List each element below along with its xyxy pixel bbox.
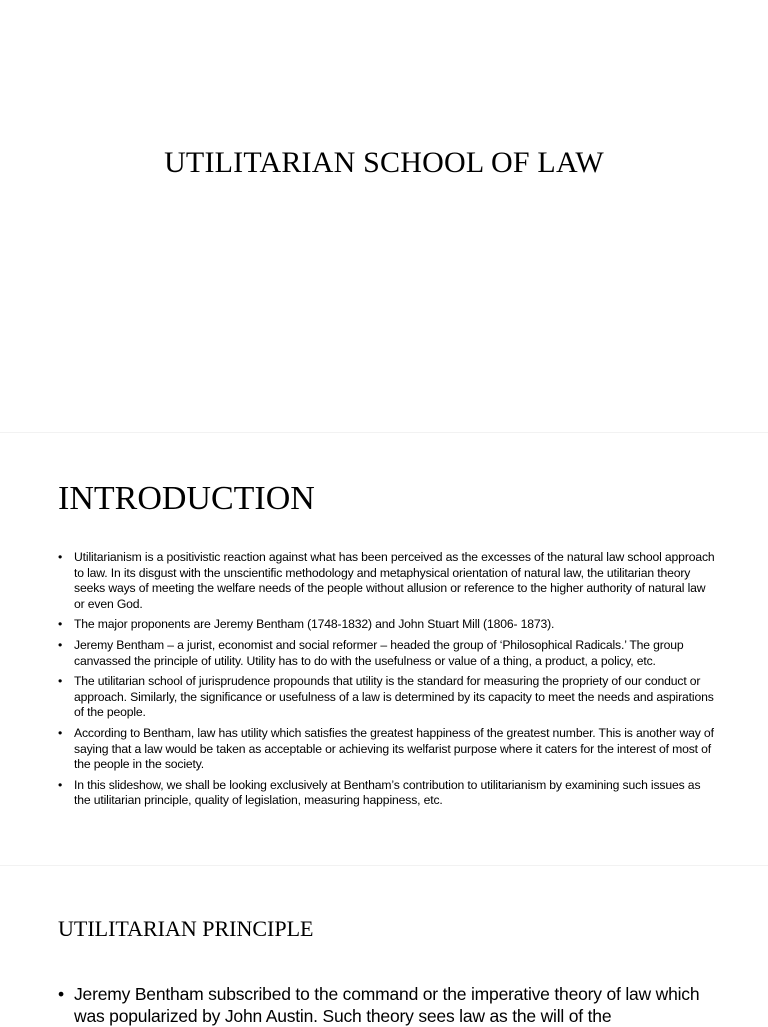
- utilitarian-principle-slide: [0, 866, 768, 1024]
- utilitarian-principle-heading: UTILITARIAN PRINCIPLE: [58, 916, 314, 941]
- introduction-bullet: • Utilitarianism is a positivistic reaction against what has been perceived as the excesses of the natural law school approach to law. In its disgust with the unscientific methodology and metaphysical orientation of natural law, the utilitarian theory seeks ways of meeting the welfare needs of the people without allusion or reference to the higher authority of natural law or even God.: [58, 550, 718, 612]
- introduction-bullet-list: [58, 550, 718, 814]
- utilitarian-principle-bullet-list: [58, 983, 718, 1027]
- introduction-bullet: • The utilitarian school of jurisprudence propounds that utility is the standard for measuring the propriety of our conduct or approach. Similarly, the significance or usefulness of a law is determined by its capacity to meet the needs and aspirations of the people.: [58, 674, 718, 721]
- introduction-bullet: • Jeremy Bentham – a jurist, economist and social reformer – headed the group of ‘Philosophical Radicals.’ The group canvassed the principle of utility. Utility has to do with the usefulness or value of a thing, a product, a policy, etc.: [58, 638, 718, 669]
- slide-title: UTILITARIAN SCHOOL OF LAW: [164, 146, 604, 179]
- introduction-bullet: • The major proponents are Jeremy Bentham (1748-1832) and John Stuart Mill (1806- 1873).: [58, 617, 718, 633]
- introduction-slide: [0, 433, 768, 865]
- introduction-heading: INTRODUCTION: [58, 480, 315, 517]
- introduction-bullet: • According to Bentham, law has utility which satisfies the greatest happiness of the greatest number. This is another way of saying that a law would be taken as acceptable or achieving its welfarist purpose where it caters for the interest of most of the people in the society.: [58, 726, 718, 773]
- title-slide: [0, 0, 768, 432]
- utilitarian-principle-bullet: • Jeremy Bentham subscribed to the command or the imperative theory of law which was popularized by John Austin. Such theory sees law as the will of the: [58, 983, 718, 1027]
- introduction-bullet: • In this slideshow, we shall be looking exclusively at Bentham’s contribution to utilitarianism by examining such issues as the utilitarian principle, quality of legislation, measuring happiness, etc.: [58, 778, 718, 809]
